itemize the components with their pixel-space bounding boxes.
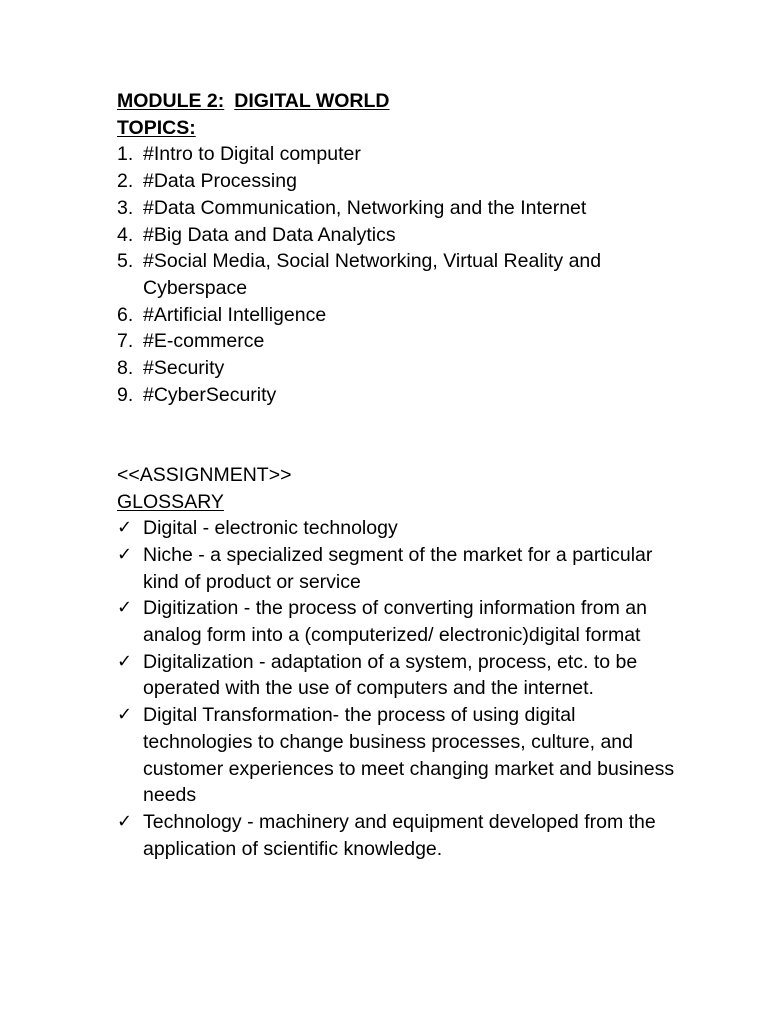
list-item xyxy=(117,382,677,409)
topic-text: #Data Communication, Networking and the Internet xyxy=(143,196,587,219)
list-item xyxy=(117,355,677,382)
topics-heading xyxy=(117,115,677,142)
glossary-text: Digitalization - adaptation of a system, process, etc. to be operated with the use of computers and the internet. xyxy=(143,650,638,700)
list-item xyxy=(117,649,677,702)
list-number: 8. xyxy=(117,357,134,380)
topic-text: #CyberSecurity xyxy=(143,383,277,406)
checkmark-icon: ✓ xyxy=(117,810,133,832)
module-title: DIGITAL WORLD xyxy=(234,90,390,112)
topic-text: #Social Media, Social Networking, Virtual Reality and Cyberspace xyxy=(143,250,602,299)
list-number: 9. xyxy=(117,383,134,406)
list-item xyxy=(117,809,677,862)
topics-heading-text: TOPICS: xyxy=(117,116,196,139)
glossary-text: Digitization - the process of converting information from an analog form into a (computerized/ electronic)digital format xyxy=(143,597,647,647)
topic-text: #Data Processing xyxy=(143,170,297,193)
list-number: 1. xyxy=(117,143,134,166)
glossary-text: Digital Transformation- the process of using digital technologies to change business processes, culture, and customer experiences to meet changing market and business needs xyxy=(143,704,675,807)
module-heading xyxy=(117,88,677,115)
list-number: 5. xyxy=(117,250,134,273)
checkmark-icon: ✓ xyxy=(117,543,133,565)
glossary-list xyxy=(117,515,677,862)
list-item xyxy=(117,168,677,195)
list-item xyxy=(117,515,677,542)
list-item xyxy=(117,222,677,249)
topic-text: #Security xyxy=(143,357,225,380)
list-item xyxy=(117,141,677,168)
topic-text: #Intro to Digital computer xyxy=(143,143,361,166)
topic-text: #Artificial Intelligence xyxy=(143,303,327,326)
list-number: 2. xyxy=(117,170,134,193)
list-item xyxy=(117,195,677,222)
checkmark-icon: ✓ xyxy=(117,517,133,539)
list-number: 7. xyxy=(117,330,134,353)
list-item xyxy=(117,302,677,329)
checkmark-icon: ✓ xyxy=(117,704,133,726)
topics-list xyxy=(117,141,677,408)
checkmark-icon: ✓ xyxy=(117,597,133,619)
list-item xyxy=(117,702,677,809)
list-item xyxy=(117,595,677,648)
blank-spacer xyxy=(117,408,677,461)
document-content xyxy=(117,88,677,862)
list-number: 3. xyxy=(117,196,134,219)
list-item xyxy=(117,542,677,595)
list-number: 4. xyxy=(117,223,134,246)
topic-text: #Big Data and Data Analytics xyxy=(143,223,396,246)
list-item xyxy=(117,248,677,301)
list-number: 6. xyxy=(117,303,134,326)
glossary-text: Technology - machinery and equipment developed from the application of scientific knowledge. xyxy=(143,810,656,860)
glossary-heading: GLOSSARY xyxy=(117,490,224,513)
topic-text: #E-commerce xyxy=(143,330,265,353)
list-item xyxy=(117,328,677,355)
assignment-label: <<ASSIGNMENT>> xyxy=(117,463,292,486)
glossary-text: Niche - a specialized segment of the market for a particular kind of product or service xyxy=(143,543,653,593)
glossary-text: Digital - electronic technology xyxy=(143,517,398,540)
checkmark-icon: ✓ xyxy=(117,650,133,672)
module-label: MODULE 2: xyxy=(117,90,225,112)
